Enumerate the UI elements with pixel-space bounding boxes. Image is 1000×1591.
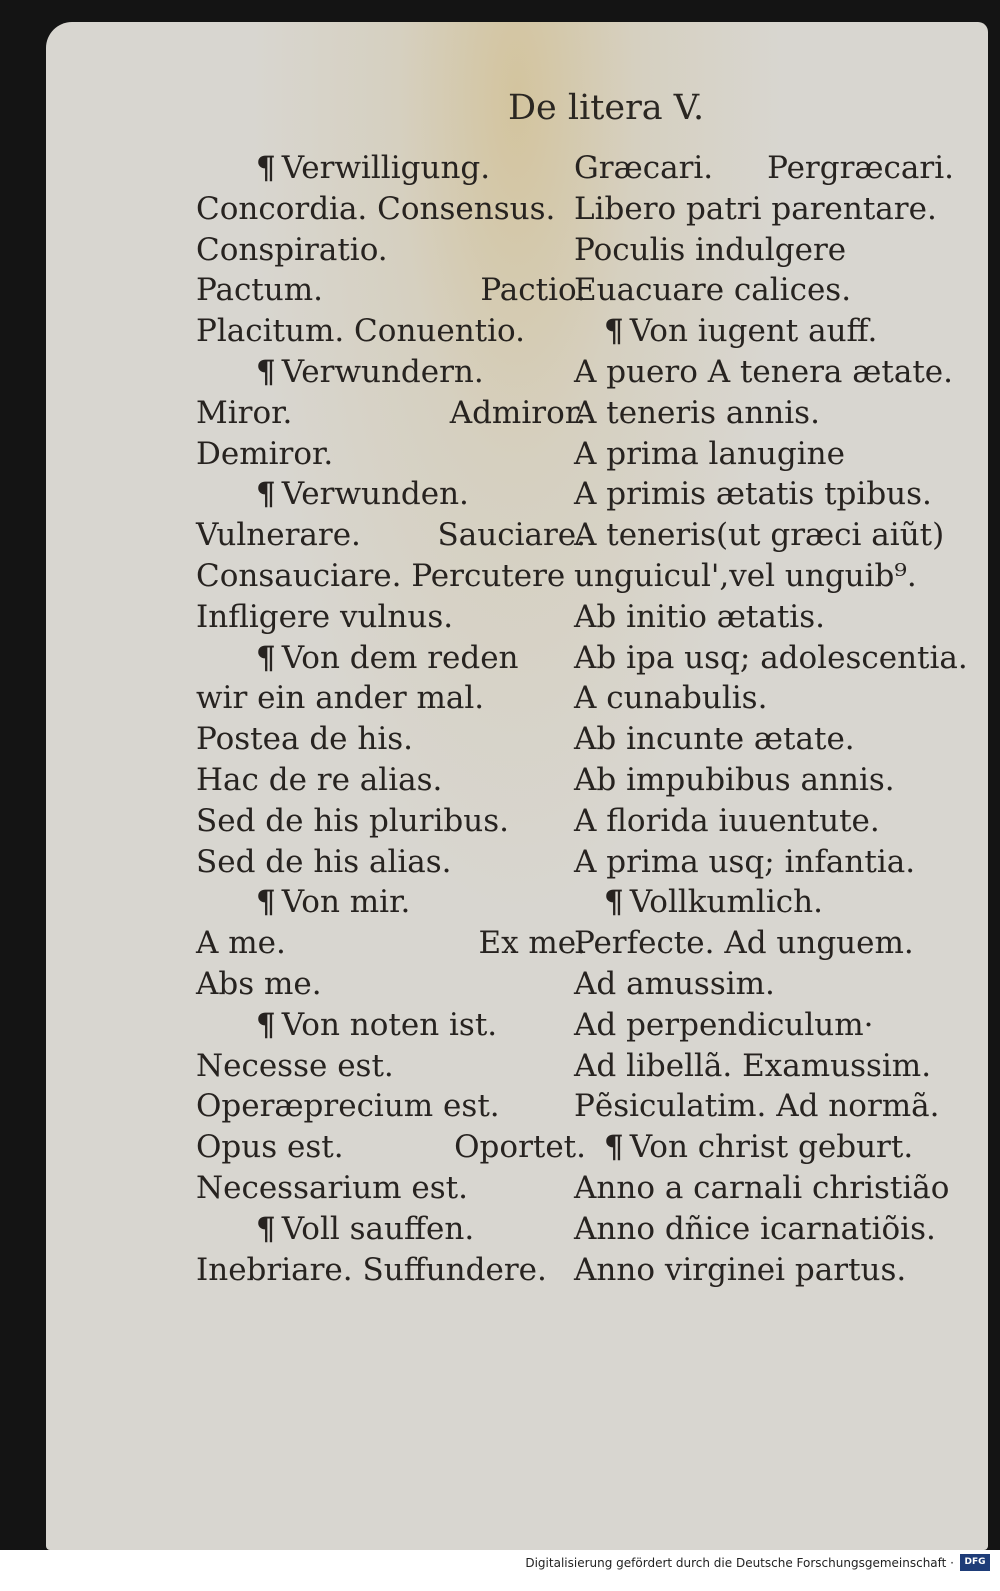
synonym-line (186, 270, 586, 311)
synonym-line (574, 1250, 974, 1291)
synonym-line (574, 597, 974, 638)
synonym-term: wir ein ander mal. (196, 680, 485, 717)
pilcrow-mark: ¶ (256, 639, 276, 676)
pilcrow-mark: ¶ (256, 353, 276, 390)
pilcrow-mark: ¶ (256, 150, 276, 186)
synonym-term: Ad libellã. Examussim. (574, 1047, 932, 1084)
synonym-line (186, 393, 586, 434)
synonym-line (186, 311, 586, 352)
synonym-line (574, 148, 974, 189)
synonym-line (574, 719, 974, 760)
synonym-term-secondary: Pergræcari. (767, 150, 954, 186)
synonym-line (574, 964, 974, 1005)
synonym-line (574, 1086, 974, 1127)
synonym-term: Sed de his alias. (196, 843, 452, 880)
pilcrow-mark: ¶ (604, 313, 624, 350)
synonym-line (574, 760, 974, 801)
synonym-term: unguicul',vel unguib⁹. (574, 557, 917, 594)
synonym-line (186, 678, 586, 719)
synonym-term: A florida iuuentute. (574, 802, 880, 839)
synonym-term: A me. (196, 925, 286, 962)
section-heading (186, 352, 586, 393)
synonym-term: A cunabulis. (574, 680, 768, 717)
synonym-term-secondary: Admiror. (449, 394, 586, 431)
synonym-line (186, 801, 586, 842)
synonym-term: A teneris(ut græci aiũt) (574, 517, 945, 554)
pilcrow-mark: ¶ (604, 884, 624, 921)
synonym-term: Postea de his. (196, 721, 413, 758)
synonym-term-secondary: Pactio. (480, 272, 586, 309)
synonym-term: Operæprecium est. (196, 1088, 500, 1125)
digitization-footer (0, 1550, 1000, 1591)
synonym-term: Anno virginei partus. (574, 1251, 907, 1288)
synonym-term: Anno a carnali christião (574, 1169, 950, 1206)
synonym-term: Ad perpendiculum· (574, 1006, 874, 1043)
section-heading (186, 882, 586, 923)
synonym-line (574, 434, 974, 475)
synonym-line (186, 230, 586, 271)
heading-text: Von noten ist. (281, 1006, 498, 1043)
synonym-term: Consauciare. Percutere (196, 557, 566, 594)
synonym-term: Opus est. (196, 1129, 344, 1166)
synonym-line (186, 556, 586, 597)
synonym-term: Ab impubibus annis. (574, 761, 895, 798)
synonym-line (574, 556, 974, 597)
synonym-term: Euacuare calices. (574, 272, 852, 309)
heading-text: Von mir. (281, 884, 411, 921)
section-heading (574, 882, 974, 923)
synonym-term: Pẽsiculatim. Ad normã. (574, 1088, 940, 1125)
heading-text: Verwilligung. (281, 150, 491, 186)
synonym-line (574, 1046, 974, 1087)
synonym-line (186, 515, 586, 556)
pilcrow-mark: ¶ (256, 884, 276, 921)
synonym-term: Abs me. (196, 965, 322, 1002)
synonym-term: Ad amussim. (574, 965, 775, 1002)
synonym-line (186, 1127, 586, 1168)
section-heading (186, 474, 586, 515)
section-heading (186, 1209, 586, 1250)
synonym-line (574, 270, 974, 311)
synonym-line (186, 1086, 586, 1127)
synonym-term-secondary: Oportet. (454, 1129, 586, 1166)
synonym-term: Ab initio ætatis. (574, 598, 825, 635)
heading-text: Voll sauffen. (281, 1210, 475, 1247)
pilcrow-mark: ¶ (604, 1129, 624, 1166)
synonym-line (186, 719, 586, 760)
synonym-term-secondary: Ex me. (478, 925, 586, 962)
section-heading (574, 311, 974, 352)
pilcrow-mark: ¶ (256, 1210, 276, 1247)
heading-text: Von dem reden (281, 639, 519, 676)
synonym-line (186, 1168, 586, 1209)
synonym-line (574, 515, 974, 556)
synonym-term: Infligere vulnus. (196, 598, 454, 635)
section-heading (574, 1127, 974, 1168)
synonym-term: Poculis indulgere (574, 231, 847, 268)
synonym-term: Pactum. (196, 272, 323, 309)
synonym-line (186, 964, 586, 1005)
synonym-line (574, 842, 974, 883)
synonym-line (574, 1168, 974, 1209)
synonym-term: Ab ipa usq; adolescentia. (574, 639, 968, 676)
synonym-term: Perfecte. Ad unguem. (574, 925, 914, 962)
dfg-logo: DFG (960, 1554, 990, 1571)
synonym-line (574, 352, 974, 393)
funding-credit: Digitalisierung gefördert durch die Deutsche Forschungsgemeinschaft · (525, 1556, 954, 1570)
section-heading (186, 638, 586, 679)
synonym-term: Miror. (196, 394, 293, 431)
synonym-line (186, 597, 586, 638)
synonym-term: Conspiratio. (196, 231, 388, 268)
section-heading (186, 1005, 586, 1046)
synonym-line (574, 923, 974, 964)
synonym-line (574, 638, 974, 679)
heading-text: Von christ geburt. (629, 1129, 914, 1166)
synonym-line (186, 189, 586, 230)
running-head: De litera V. (508, 88, 705, 128)
synonym-line (574, 801, 974, 842)
synonym-term: Sed de his pluribus. (196, 802, 509, 839)
synonym-term: Necessarium est. (196, 1169, 468, 1206)
synonym-term: Hac de re alias. (196, 761, 443, 798)
synonym-term: A prima usq; infantia. (574, 843, 916, 880)
heading-text: Verwunden. (281, 476, 469, 513)
synonym-term: Necesse est. (196, 1047, 394, 1084)
synonym-line (574, 189, 974, 230)
synonym-line (186, 1250, 586, 1291)
heading-text: Vollkumlich. (629, 884, 823, 921)
pilcrow-mark: ¶ (256, 1006, 276, 1043)
synonym-line (186, 923, 586, 964)
synonym-term: Concordia. Consensus. (196, 190, 556, 227)
synonym-term: A puero A tenera ætate. (574, 353, 953, 390)
synonym-line (574, 678, 974, 719)
synonym-line (186, 842, 586, 883)
synonym-term: Placitum. Conuentio. (196, 313, 526, 350)
synonym-line (574, 1209, 974, 1250)
section-heading (186, 148, 586, 189)
right-column (574, 148, 974, 1290)
synonym-line (574, 1005, 974, 1046)
synonym-term: Ab incunte ætate. (574, 721, 855, 758)
left-column (186, 148, 586, 1290)
synonym-line (574, 230, 974, 271)
synonym-line (574, 393, 974, 434)
synonym-line (186, 760, 586, 801)
synonym-term: Anno dñice icarnatiõis. (574, 1210, 936, 1247)
synonym-line (574, 474, 974, 515)
synonym-term: Inebriare. Suffundere. (196, 1251, 547, 1288)
synonym-term: Vulnerare. (196, 517, 361, 554)
heading-text: Verwundern. (281, 353, 484, 390)
synonym-term: A teneris annis. (574, 394, 820, 431)
synonym-term: Libero patri parentare. (574, 190, 937, 227)
pilcrow-mark: ¶ (256, 476, 276, 513)
synonym-term-secondary: Sauciare. (437, 517, 586, 554)
synonym-line (186, 434, 586, 475)
synonym-term: A prima lanugine (574, 435, 845, 472)
synonym-line (186, 1046, 586, 1087)
synonym-term: Demiror. (196, 435, 334, 472)
synonym-term: Græcari. (574, 150, 714, 186)
heading-text: Von iugent auff. (629, 313, 878, 350)
synonym-term: A primis ætatis tpibus. (574, 476, 932, 513)
